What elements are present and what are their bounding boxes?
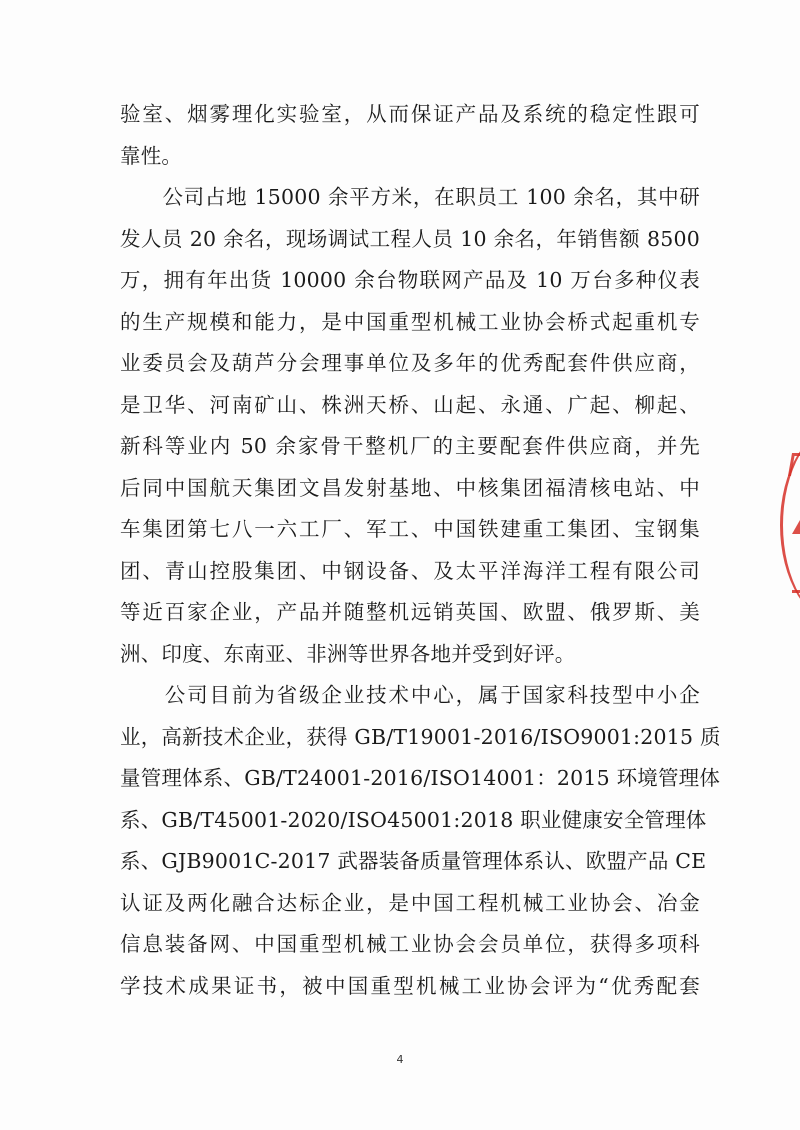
body-text: [120, 94, 721, 1007]
text-line: 万，拥有年出货 10000 余台物联网产品及 10 万台多种仪表: [120, 268, 700, 292]
text-line: 等近百家企业，产品并随整机远销英国、欧盟、俄罗斯、美: [120, 600, 700, 624]
text-line: 系、GJB9001C-2017 武器装备质量管理体系认、欧盟产品 CE: [120, 849, 707, 873]
text-line: 学技术成果证书，被中国重型机械工业协会评为“优秀配套: [120, 973, 700, 998]
paragraph: [120, 94, 700, 177]
text-line: 业，高新技术企业，获得 GB/T19001-2016/ISO9001:2015 质: [120, 724, 721, 749]
text-line: 公司目前为省级企业技术中心，属于国家科技型中小企: [120, 683, 700, 707]
page-number: 4: [396, 1053, 404, 1066]
text-line: 系、GB/T45001-2020/ISO45001:2018 职业健康安全管理体: [120, 807, 707, 832]
text-line: 是卫华、河南矿山、株洲天桥、山起、永通、广起、柳起、: [120, 392, 700, 417]
text-line: 信息装备网、中国重型机械工业协会会员单位，获得多项科: [120, 932, 700, 956]
text-line: 后同中国航天集团文昌发射基地、中核集团福清核电站、中: [120, 475, 700, 500]
paragraph: [120, 675, 721, 1007]
text-line: 量管理体系、GB/T24001-2016/ISO14001：2015 环境管理体: [120, 766, 721, 790]
text-line: 业委员会及葫芦分会理事单位及多年的优秀配套件供应商，: [120, 351, 700, 375]
paragraph: [120, 177, 700, 675]
text-line: 的生产规模和能力，是中国重型机械工业协会桥式起重机专: [120, 309, 700, 334]
text-line: 发人员 20 余名，现场调试工程人员 10 余名，年销售额 8500: [120, 226, 700, 251]
text-line: 团、青山控股集团、中钢设备、及太平洋海洋工程有限公司: [120, 558, 700, 583]
text-line: 验室、烟雾理化实验室，从而保证产品及系统的稳定性跟可: [120, 102, 700, 126]
text-line: 认证及两化融合达标企业，是中国工程机械工业协会、冶金: [120, 890, 700, 915]
text-line: 靠性。: [120, 143, 183, 168]
text-line: 新科等业内 50 余家骨干整机厂的主要配套件供应商，并先: [120, 434, 700, 458]
text-line: 洲、印度、东南亚、非洲等世界各地并受到好评。: [120, 641, 576, 666]
text-line: 车集团第七八一六工厂、军工、中国铁建重工集团、宝钢集: [120, 517, 700, 541]
red-seal-fragment: [774, 425, 800, 625]
text-line: 公司占地 15000 余平方米，在职员工 100 余名，其中研: [120, 185, 700, 209]
